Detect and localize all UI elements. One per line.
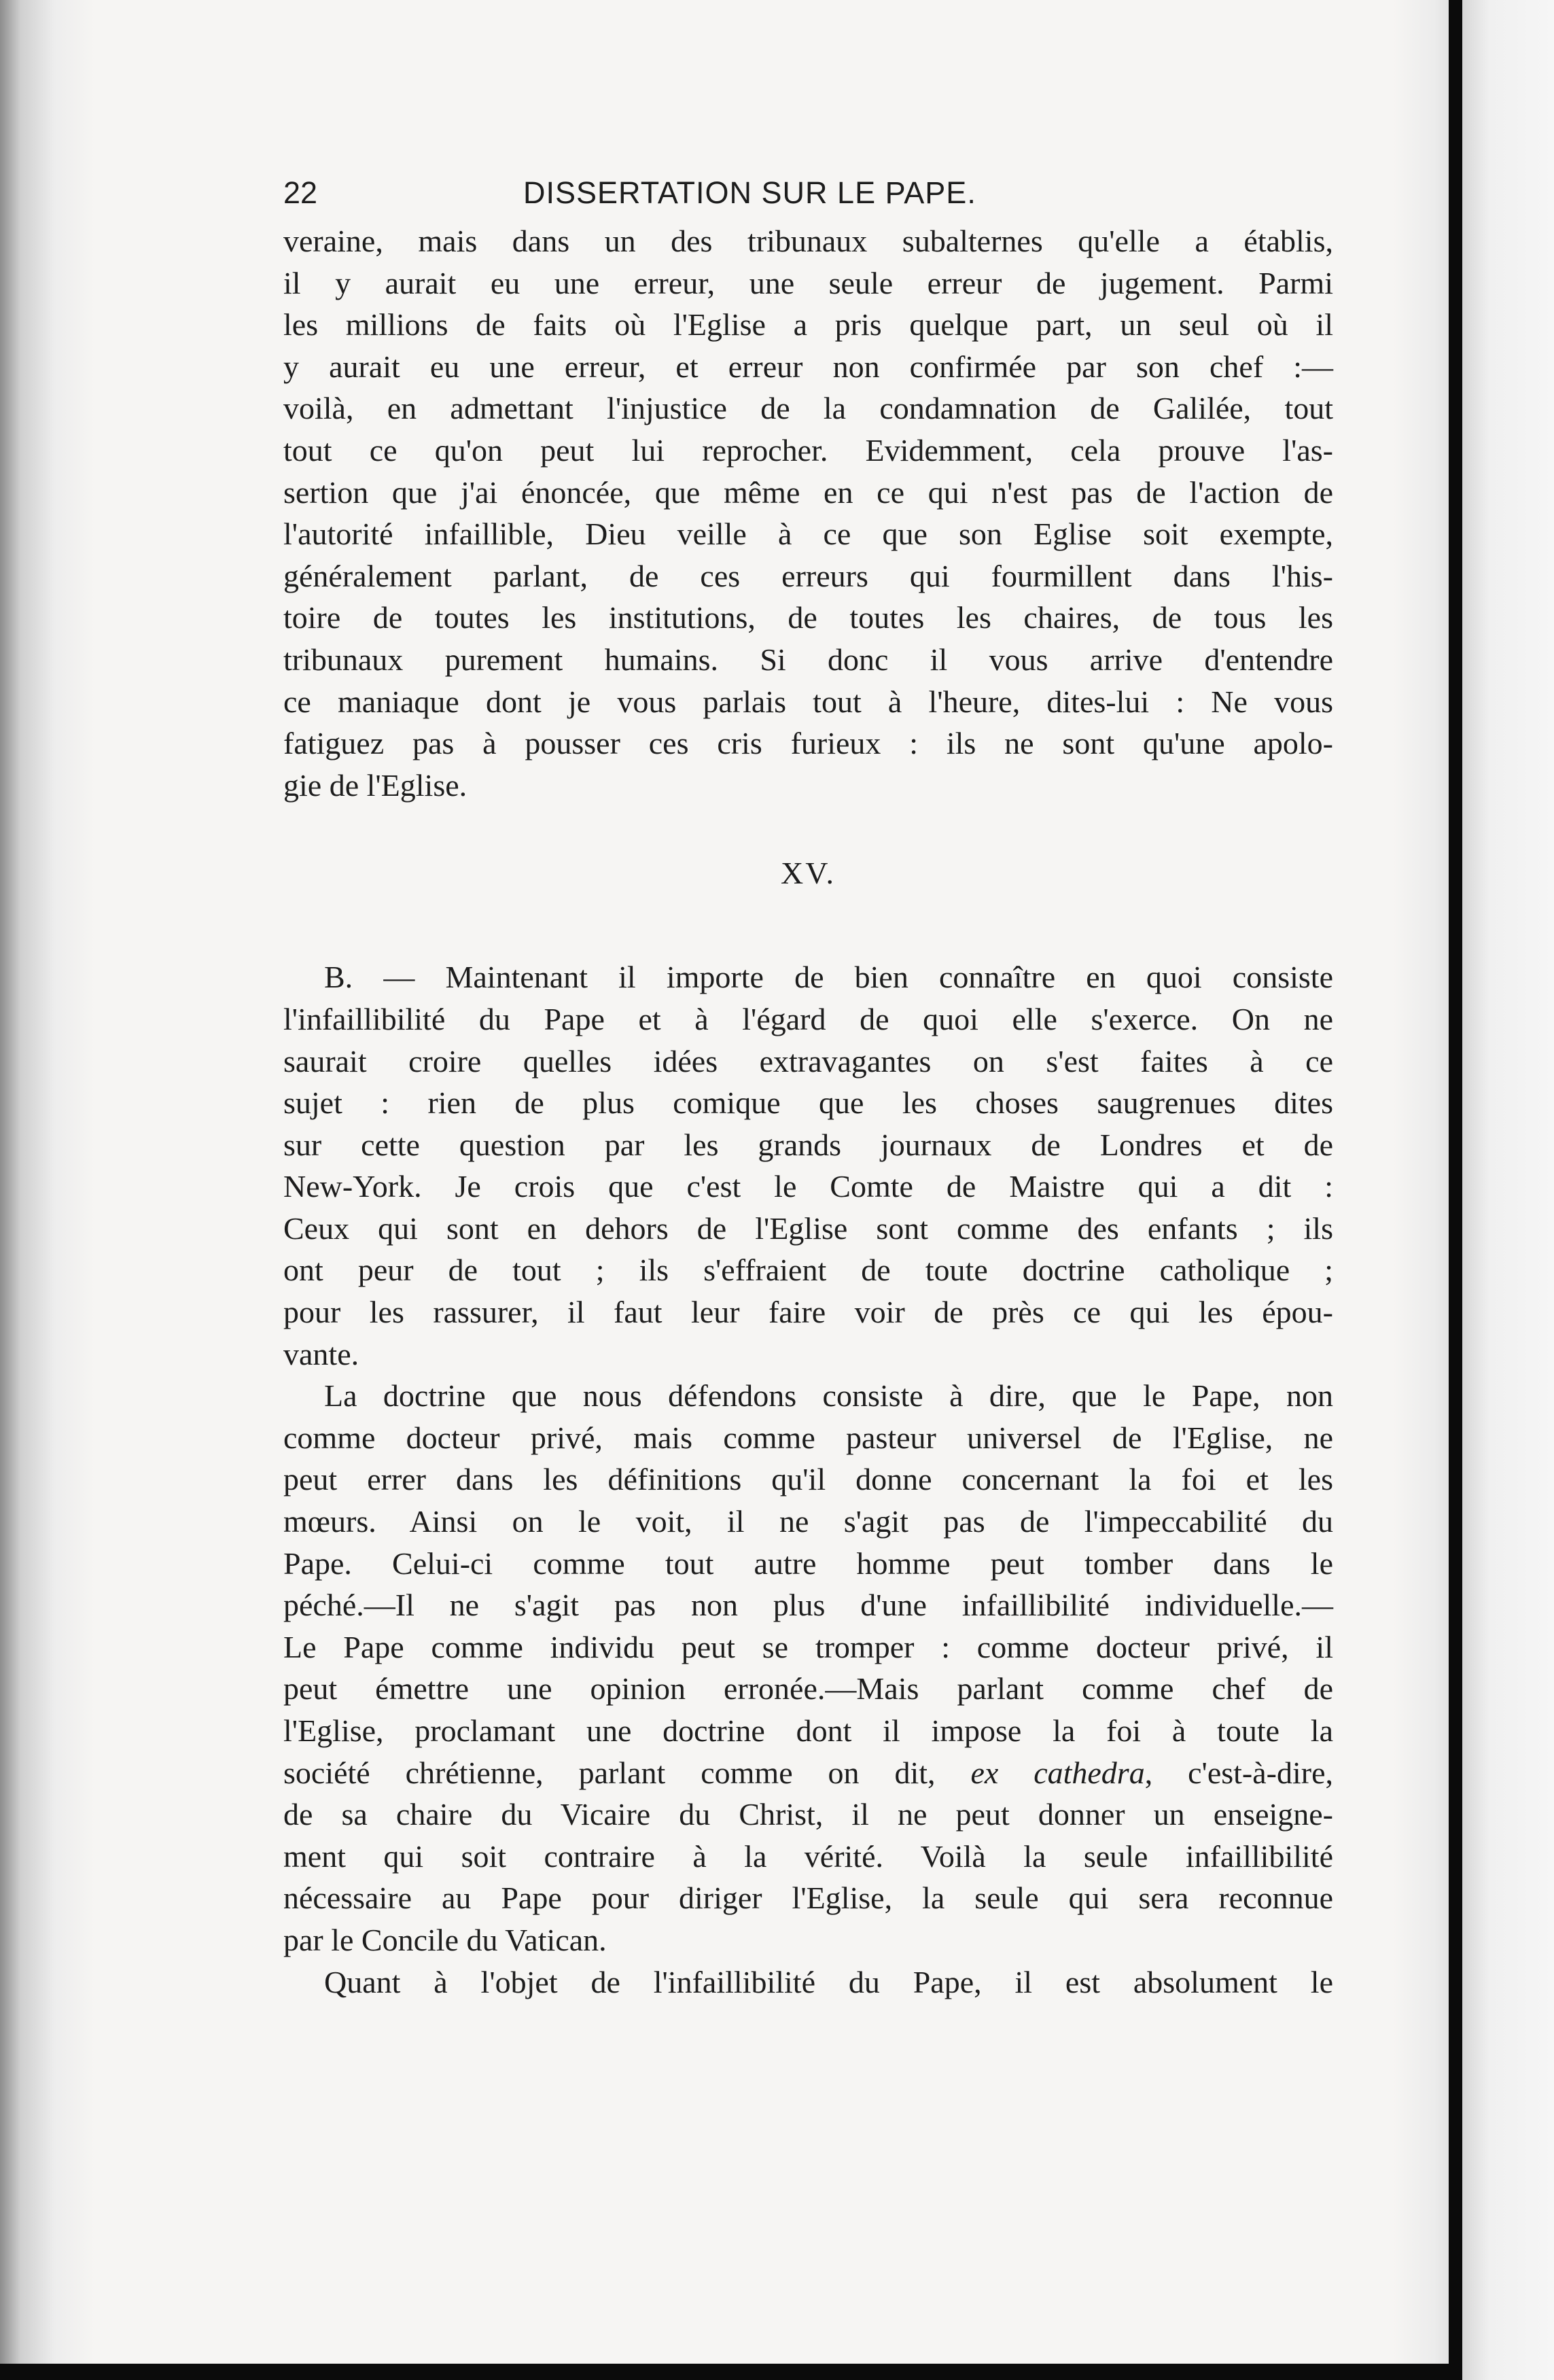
text-line: veraine, mais dans un des tribunaux subalternes qu'elle a établis,: [283, 224, 1333, 258]
text-line: les millions de faits où l'Eglise a pris quelque part, un seul où il: [283, 307, 1333, 343]
running-head: DISSERTATION SUR LE PAPE.: [523, 175, 976, 210]
text-line: New-York. Je crois que c'est le Comte de Maistre qui a dit :: [283, 1169, 1333, 1204]
text-line: vante.: [283, 1336, 359, 1371]
section-heading: XV.: [780, 856, 836, 891]
text-line: Pape. Celui-ci comme tout autre homme peut tomber dans le: [283, 1545, 1333, 1581]
text-line: sur cette question par les grands journaux de Londres et de: [283, 1127, 1333, 1162]
text-line: peut émettre une opinion erronée.—Mais parlant comme chef de: [283, 1671, 1333, 1707]
text-line: La doctrine que nous défendons consiste à dire, que le Pape, non: [324, 1378, 1333, 1414]
scan-edge-shadow: [1449, 0, 1462, 2380]
text-line: sujet : rien de plus comique que les choses saugrenues dites: [283, 1085, 1333, 1121]
text-segment: , c'est-à-dire,: [1144, 1755, 1333, 1790]
text-line: voilà, en admettant l'injustice de la condamnation de Galilée, tout: [283, 391, 1333, 426]
text-line: tout ce qu'on peut lui reprocher. Evidemment, cela prouve l'as-: [283, 432, 1333, 468]
text-line: l'infaillibilité du Pape et à l'égard de quoi elle s'exerce. On ne: [283, 1001, 1333, 1036]
scan-margin-strip: [1462, 0, 1554, 2380]
text-line: saurait croire quelles idées extravagantes on s'est faites à ce: [283, 1043, 1333, 1079]
text-line: fatiguez pas à pousser ces cris furieux : ils ne sont qu'une apolo-: [283, 726, 1333, 761]
text-line: Ceux qui sont en dehors de l'Eglise sont comme des enfants ; ils: [283, 1210, 1333, 1246]
italic-phrase: ex cathedra: [970, 1755, 1145, 1790]
text-line: ont peur de tout ; ils s'effraient de toute doctrine catholique ;: [283, 1253, 1333, 1288]
text-line: y aurait eu une erreur, et erreur non confirmée par son chef :—: [283, 349, 1333, 384]
text-line: l'autorité infaillible, Dieu veille à ce que son Eglise soit exempte,: [283, 517, 1333, 552]
paragraph-1: [283, 220, 1333, 806]
text-segment: société chrétienne, parlant comme on dit,: [283, 1755, 936, 1790]
page-header: [283, 167, 1333, 222]
text-line: tribunaux purement humains. Si donc il vous arrive d'entendre: [283, 642, 1333, 677]
paragraph-3: [283, 1375, 1333, 1961]
book-page: [283, 167, 1333, 2003]
text-line: ment qui soit contraire à la vérité. Voilà la seule infaillibilité: [283, 1838, 1333, 1874]
text-line: nécessaire au Pape pour diriger l'Eglise, la seule qui sera reconnue: [283, 1880, 1333, 1916]
text-line: comme docteur privé, mais comme pasteur universel de l'Eglise, ne: [283, 1420, 1333, 1455]
text-line: B. — Maintenant il importe de bien connaître en quoi consiste: [324, 960, 1333, 995]
text-line-with-italic: [283, 1752, 1333, 1794]
text-line: par le Concile du Vatican.: [283, 1922, 607, 1957]
text-line: mœurs. Ainsi on le voit, il ne s'agit pas de l'impeccabilité du: [283, 1504, 1333, 1539]
text-line: Quant à l'objet de l'infaillibilité du Pape, il est absolument le: [324, 1964, 1333, 1999]
scan-bottom-edge: [0, 2364, 1462, 2380]
page-number: 22: [283, 175, 318, 210]
text-line: peut errer dans les définitions qu'il donne concernant la foi et les: [283, 1462, 1333, 1497]
text-line: il y aurait eu une erreur, une seule erreur de jugement. Parmi: [283, 265, 1333, 300]
text-line: sertion que j'ai énoncée, que même en ce qui n'est pas de l'action de: [283, 474, 1333, 510]
paragraph-2: [283, 956, 1333, 1375]
text-line: Le Pape comme individu peut se tromper : comme docteur privé, il: [283, 1629, 1333, 1664]
paragraph-4: [283, 1961, 1333, 2003]
text-line: l'Eglise, proclamant une doctrine dont il impose la foi à toute la: [283, 1713, 1333, 1748]
text-line: généralement parlant, de ces erreurs qui fourmillent dans l'his-: [283, 558, 1333, 593]
text-line: toire de toutes les institutions, de toutes les chaires, de tous les: [283, 600, 1333, 635]
text-line: de sa chaire du Vicaire du Christ, il ne peut donner un enseigne-: [283, 1797, 1333, 1832]
text-line: pour les rassurer, il faut leur faire voir de près ce qui les épou-: [283, 1295, 1333, 1330]
text-line: gie de l'Eglise.: [283, 767, 467, 803]
text-line: ce maniaque dont je vous parlais tout à l'heure, dites-lui : Ne vous: [283, 684, 1333, 719]
text-line: péché.—Il ne s'agit pas non plus d'une infaillibilité individuelle.—: [283, 1588, 1333, 1623]
